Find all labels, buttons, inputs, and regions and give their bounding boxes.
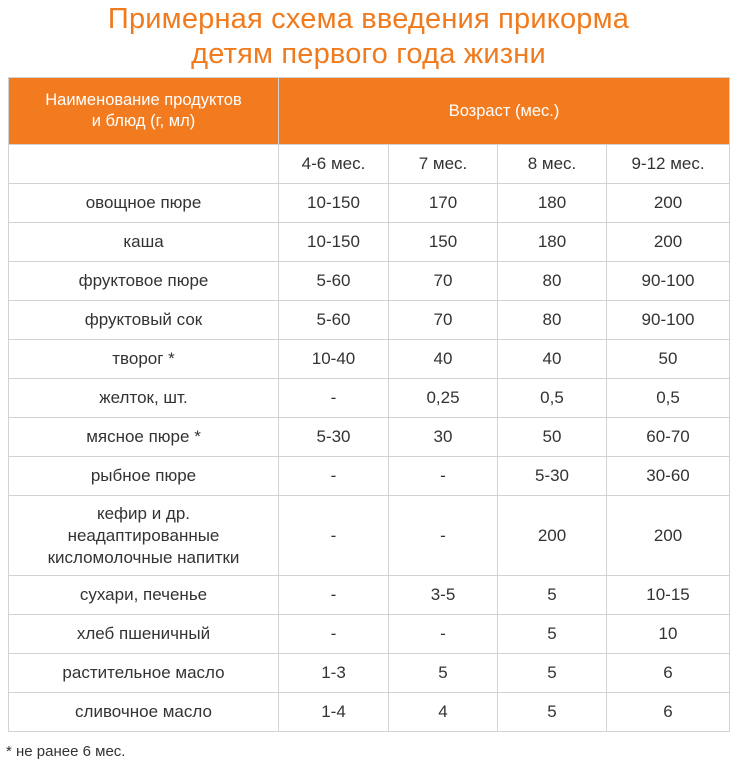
product-name: сливочное масло	[9, 693, 279, 732]
table-cell: 3-5	[389, 576, 498, 615]
table-cell: 0,25	[389, 379, 498, 418]
table-cell: 90-100	[607, 301, 730, 340]
table-cell: 40	[498, 340, 607, 379]
table-cell: 150	[389, 223, 498, 262]
table-cell: 4	[389, 693, 498, 732]
product-name: рыбное пюре	[9, 457, 279, 496]
age-column-header: 9-12 мес.	[607, 145, 730, 184]
table-cell: 10-15	[607, 576, 730, 615]
table-cell: 5-30	[279, 418, 389, 457]
table-cell: 10	[607, 615, 730, 654]
table-cell: 180	[498, 184, 607, 223]
page-title	[0, 2, 737, 72]
table-cell: 0,5	[607, 379, 730, 418]
table-cell: 5	[498, 615, 607, 654]
table-cell: 5	[498, 576, 607, 615]
table-cell: -	[279, 457, 389, 496]
table-cell: -	[279, 615, 389, 654]
title-line-1: Примерная схема введения прикорма	[107, 3, 630, 35]
table-cell: -	[389, 457, 498, 496]
table-row	[9, 223, 730, 262]
product-name: каша	[9, 223, 279, 262]
table-cell: 40	[389, 340, 498, 379]
table-row	[9, 379, 730, 418]
header-product-line-1: Наименование продуктов	[45, 91, 242, 109]
title-line-2: детям первого года жизни	[191, 38, 546, 70]
table-cell: 170	[389, 184, 498, 223]
table-cell: -	[279, 379, 389, 418]
product-name: фруктовое пюре	[9, 262, 279, 301]
table-cell: 30	[389, 418, 498, 457]
table-cell: 80	[498, 301, 607, 340]
header-product	[9, 78, 279, 145]
table-cell: -	[389, 615, 498, 654]
table-cell: 50	[607, 340, 730, 379]
table-header-row	[9, 78, 730, 145]
product-name: творог *	[9, 340, 279, 379]
table-cell: 90-100	[607, 262, 730, 301]
table-cell: 30-60	[607, 457, 730, 496]
product-name-line: неадаптированные	[67, 525, 220, 545]
table-row	[9, 184, 730, 223]
header-age: Возраст (мес.)	[279, 78, 730, 145]
age-columns-blank	[9, 145, 279, 184]
product-name-line: кефир и др.	[96, 503, 191, 523]
table-cell: 200	[607, 184, 730, 223]
table-cell: -	[279, 496, 389, 576]
table-cell: 70	[389, 301, 498, 340]
table-cell: 5	[498, 693, 607, 732]
table-cell: 0,5	[498, 379, 607, 418]
footnote: * не ранее 6 мес.	[6, 743, 126, 760]
table-cell: -	[279, 576, 389, 615]
table-cell: 180	[498, 223, 607, 262]
table-row	[9, 693, 730, 732]
product-name: фруктовый сок	[9, 301, 279, 340]
table-row	[9, 418, 730, 457]
table-row	[9, 301, 730, 340]
table-row	[9, 262, 730, 301]
table-cell: 10-40	[279, 340, 389, 379]
table-cell: 80	[498, 262, 607, 301]
table-row	[9, 496, 730, 576]
table-row	[9, 615, 730, 654]
feeding-schedule-table	[8, 77, 730, 732]
table-cell: 5-60	[279, 301, 389, 340]
table-cell: 200	[607, 223, 730, 262]
table-row	[9, 457, 730, 496]
age-column-header: 8 мес.	[498, 145, 607, 184]
table-cell: 70	[389, 262, 498, 301]
table-cell: 60-70	[607, 418, 730, 457]
age-columns-row	[9, 145, 730, 184]
product-name: мясное пюре *	[9, 418, 279, 457]
age-column-header: 4-6 мес.	[279, 145, 389, 184]
table-cell: 6	[607, 654, 730, 693]
product-name: желток, шт.	[9, 379, 279, 418]
table-cell: 6	[607, 693, 730, 732]
table-cell: 50	[498, 418, 607, 457]
table-cell: 200	[607, 496, 730, 576]
table-cell: 5-60	[279, 262, 389, 301]
product-name	[9, 496, 279, 576]
product-name: растительное масло	[9, 654, 279, 693]
table-cell: 5-30	[498, 457, 607, 496]
product-name-line: кисломолочные напитки	[47, 547, 240, 567]
table-cell: 5	[498, 654, 607, 693]
product-name: овощное пюре	[9, 184, 279, 223]
table-row	[9, 340, 730, 379]
table-cell: 200	[498, 496, 607, 576]
product-name: хлеб пшеничный	[9, 615, 279, 654]
table-cell: -	[389, 496, 498, 576]
table-cell: 5	[389, 654, 498, 693]
table-row	[9, 654, 730, 693]
table-row	[9, 576, 730, 615]
age-column-header: 7 мес.	[389, 145, 498, 184]
product-name: сухари, печенье	[9, 576, 279, 615]
table-cell: 10-150	[279, 184, 389, 223]
header-product-line-2: и блюд (г, мл)	[91, 112, 196, 130]
table-cell: 10-150	[279, 223, 389, 262]
table-cell: 1-4	[279, 693, 389, 732]
table-cell: 1-3	[279, 654, 389, 693]
